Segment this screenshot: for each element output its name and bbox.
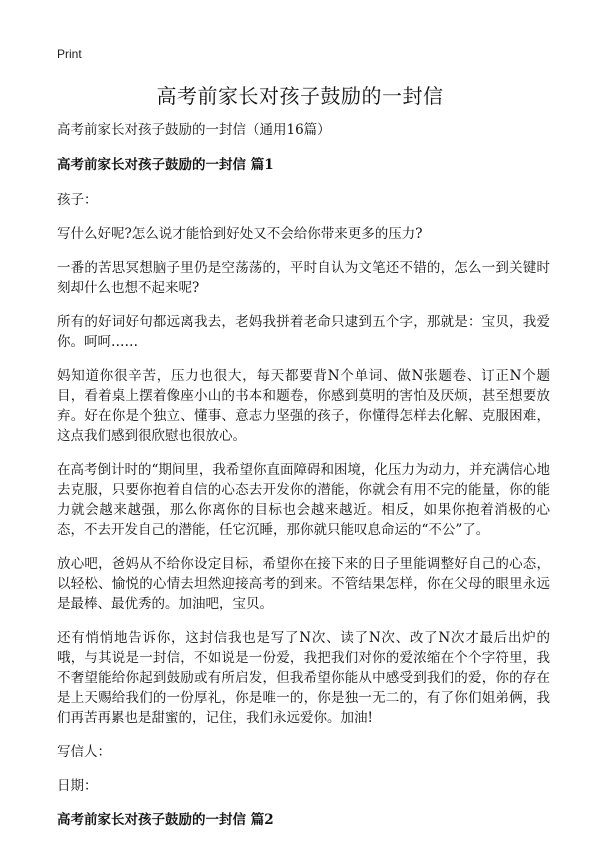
paragraph: 还有悄悄地告诉你，这封信我也是写了N次、读了N次、改了N次才最后出炉的哦，与其说是一封信，不如说是一份爱，我把我们对你的爱浓缩在个个字符里，我不奢望能给你起到鼓励或有所启发，但我希望你能从中感受到我们的爱，你的存在是上天赐给我们的一份厚礼，你是唯一的，你是独一无二的，有了你们姐弟俩，我们再苦再累也是甜蜜的，记住，我们永远爱你。加油! [57,630,550,726]
document-body [57,120,550,845]
paragraph: 在高考倒计时的“期间里，我希望你直面障碍和困境，化压力为动力，并充满信心地去克服，只要你抱着自信的心态去开发你的潜能，你就会有用不完的能量，你的能力就会越来越强，那么你离你的目标也会越来越近。相反，如果你抱着消极的心态，不去开发自己的潜能，任它沉睡，那你就只能叹息命运的“不公”了。 [57,462,550,538]
document-subtitle: 高考前家长对孩子鼓励的一封信（通用16篇） [57,122,331,138]
document-title: 高考前家长对孩子鼓励的一封信 [156,84,444,108]
date-line: 日期： [57,778,98,794]
signature-line: 写信人： [57,744,111,760]
paragraph: 写什么好呢?怎么说才能恰到好处又不会给你带来更多的压力? [57,226,423,242]
print-label: Print [57,47,82,61]
paragraph: 放心吧，爸妈从不给你设定目标，希望你在接下来的日子里能调整好自己的心态，以轻松、愉悦的心情去坦然迎接高考的到来。不管结果怎样，你在父母的眼里永远是最棒、最优秀的。加油吧，宝贝。 [57,556,550,612]
paragraph: 所有的好词好句都远离我去，老妈我拼着老命只逮到五个字，那就是：宝贝，我爱你。呵呵…… [57,314,550,350]
greeting: 孩子： [57,192,98,208]
section-heading-2: 高考前家长对孩子鼓励的一封信 篇2 [57,812,274,828]
section-heading-1: 高考前家长对孩子鼓励的一封信 篇1 [57,157,274,173]
paragraph: 一番的苦思冥想脑子里仍是空荡荡的，平时自认为文笔还不错的，怎么一到关键时刻却什么也想不起来呢? [57,260,550,296]
paragraph: 妈知道你很辛苦，压力也很大，每天都要背N个单词、做N张题卷、订正N个题目，看着桌上摆着像座小山的书本和题卷，你感到莫明的害怕及厌烦，甚至想要放弃。好在你是个独立、懂事、意志力坚强的孩子，你懂得怎样去化解、克服困难，这点我们感到很欣慰也很放心。 [57,368,550,444]
